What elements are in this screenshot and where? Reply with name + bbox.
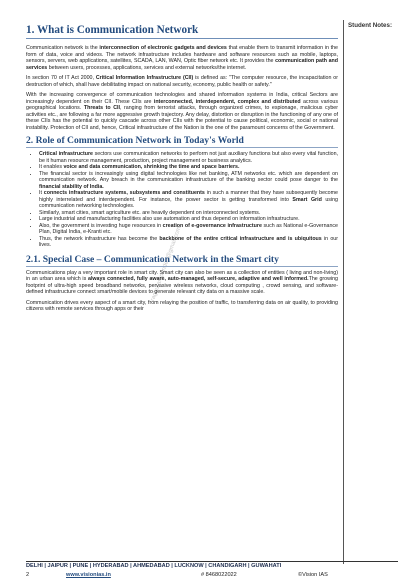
footer-city-list: DELHI | JAIPUR | PUNE | HYDERABAD | AHMEDABAD | LUCKNOW | CHANDIGARH | GUWAHATI bbox=[26, 563, 282, 569]
main-content bbox=[26, 20, 338, 317]
list-item: • The financial sector is increasingly using digital technologies like net banking, ATM networks etc. which are dependent on communication network. Any breach in the communication infrastructure of the banking sector could pose danger to the financial stability of India. bbox=[39, 171, 338, 191]
section-2-1-heading: 2.1. Special Case – Communication Network in the Smart city bbox=[26, 254, 338, 267]
brand-copyright: ©Vision IAS bbox=[298, 572, 328, 578]
footer-divider bbox=[26, 561, 398, 562]
list-item: • Thus, the network infrastructure has become the backbone of the entire critical infrastructure and is ubiquitous in our lives. bbox=[39, 236, 338, 249]
list-item: • It enables voice and data communication, shrinking the time and space barriers. bbox=[39, 164, 338, 171]
notes-divider bbox=[343, 20, 344, 564]
page-number: 2 bbox=[26, 572, 30, 578]
section-2-heading: 2. Role of Communication Network in Today's World bbox=[26, 135, 338, 148]
website-link[interactable]: www.visionias.in bbox=[66, 572, 111, 578]
section-2-bullet-list bbox=[26, 151, 338, 249]
section-1-cii-threats: With the increasing convergence of communication technologies and shared information systems in India, critical Sectors are increasingly dependent on their CII. These CIIs are interconnected, interdependent, complex and distributed across various geographical locations. Threats to CII, ranging from terrorist attacks, through organized crimes, to espionage, malicious cyber activities etc., are following a far more aggressive growth trajectory. Any delay, distortion or disruption in the functioning of any one of these CIIs has the potential to quickly cascade across other CIIs with the potential to cause political, economic, social or national instability. Protection of CII and, hence, Critical infrastructure of the Nation is the one of the paramount concerns of the Government. bbox=[26, 92, 338, 131]
section-1-heading: 1. What is Communication Network bbox=[26, 20, 338, 39]
phone-number: # 8468022022 bbox=[201, 572, 237, 578]
list-item: • Also, the government is investing huge resources in creation of e-governance infrastructure such as National e-Governance Plan, Digital India, e-Kranti etc. bbox=[39, 223, 338, 236]
student-notes-label: Student Notes: bbox=[348, 22, 392, 29]
list-item: • It connects infrastructure systems, subsystems and constituents in such a manner that they have subsequently become highly interrelated and interdependent. For instance, the power sector is getting transformed into Smart Grid using communication networking technologies. bbox=[39, 190, 338, 210]
section-2-1-paragraph: Communications play a very important role in smart city. Smart city can also be seen as a collection of entities ( living and non-living) in an urban area which is always connected, fully aware, auto-managed, self-secure, adaptive and well informed.The growing footprint of ultra-high speed broadband networks, pervasive wireless networks, cloud computing , crowd sensing, and software-defined infrastructure connect smart/mobile devices to generate relevant city data on a massive scale. bbox=[26, 269, 338, 295]
list-item: • Large industrial and manufacturing facilities also use automation and thus depend on information infrastructure. bbox=[39, 216, 338, 223]
section-1-cii-definition: In section 70 of IT Act 2000, Critical Information Infrastructure (CII) is defined as: "The computer resource, the incapacitation or destruction of which, shall have debilitating impact on national security, economy, public health or safety." bbox=[26, 75, 338, 88]
section-1-paragraph: Communication network is the interconnection of electronic gadgets and devices that enable them to transmit information in the form of data, voice and videos. The network infrastructure includes hardware and software resources such as mobile, laptops, sensors, servers, web applications, satellites, SCADA, LAN, WAN, Optic fiber network etc. It provides the communication path and services between users, processes, applications, services and external networks/the internet. bbox=[26, 45, 339, 71]
list-item: • Similarly, smart cities, smart agriculture etc. are heavily dependent on interconnected systems. bbox=[39, 210, 338, 217]
list-item: • Critical infrastructure sectors use communication networks to perform not just auxiliary functions but also every vital function, be it human resource management, production, project management or business analytics. bbox=[39, 151, 338, 164]
section-2-1-paragraph-continued: Communication drives every aspect of a smart city, from relaying the position of traffic, to transferring data on air quality, to providing citizens with remote services through apps or their bbox=[26, 299, 338, 312]
watermark: raghurampandey@gmail.com bbox=[150, 225, 183, 303]
